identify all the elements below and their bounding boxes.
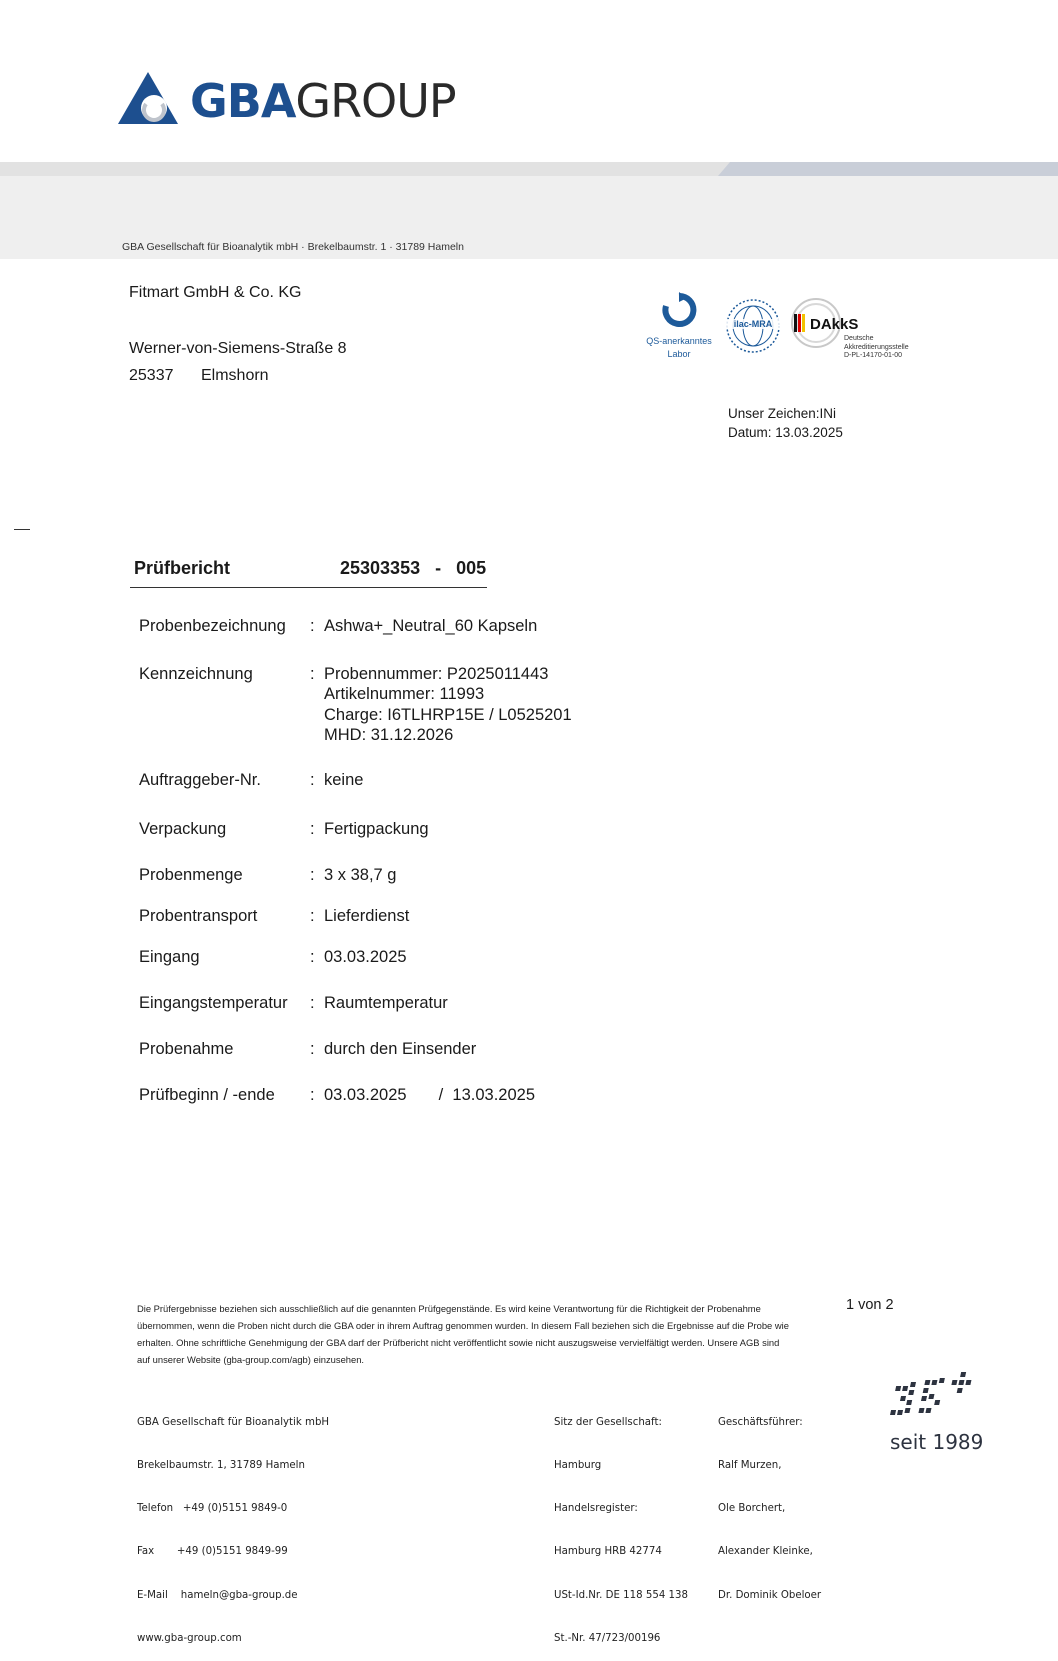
field-label: Verpackung <box>139 820 227 838</box>
field-colon: : <box>310 1086 315 1104</box>
qs-label-2: Labor <box>667 349 691 359</box>
field-value: keine <box>324 771 364 789</box>
dakks-sub-3: D-PL-14170-01-00 <box>844 352 902 359</box>
footer-line: Hamburg <box>554 1460 602 1472</box>
qs-recycle-icon <box>661 292 697 328</box>
dakks-sub-1: Deutsche <box>844 335 874 342</box>
anniversary-badge <box>886 1368 986 1456</box>
field-value: Artikelnummer: 11993 <box>324 685 485 703</box>
recipient-zip: 25337 <box>129 367 174 384</box>
footer-line: Alexander Kleinke, <box>718 1546 813 1558</box>
field-label: Probenahme <box>139 1040 234 1058</box>
fold-mark <box>14 529 30 530</box>
field-colon: : <box>310 994 315 1012</box>
gba-logo-icon <box>116 70 180 126</box>
field-label: Probenbezeichnung <box>139 617 286 635</box>
disclaimer-line: auf unserer Website (gba-group.com/agb) einzusehen. <box>137 1354 365 1365</box>
field-value: Fertigpackung <box>324 820 429 838</box>
footer-line: St.-Nr. 47/723/00196 <box>554 1632 661 1644</box>
thirty-five-plus-icon <box>886 1368 986 1428</box>
footer-line: Ralf Murzen, <box>718 1460 782 1472</box>
field-value: Raumtemperatur <box>324 994 448 1012</box>
field-colon: : <box>310 866 315 884</box>
field-colon: : <box>310 907 315 925</box>
footer-registry <box>554 1387 688 1661</box>
footer-line: Hamburg HRB 42774 <box>554 1546 662 1558</box>
field-label: Prüfbeginn / -ende <box>139 1086 275 1104</box>
dakks-sub-2: Akkreditierungsstelle <box>844 343 909 351</box>
field-colon: : <box>310 617 315 635</box>
field-value: Charge: I6TLHRP15E / L0525201 <box>324 706 572 724</box>
footer-line: Sitz der Gesellschaft: <box>554 1416 662 1428</box>
disclaimer-line: erhalten. Ohne schriftliche Genehmigung der GBA darf der Prüfbericht nicht veröffentlicht sowie nicht auszugsweise vervielfältigt werden. Unsere AGB sind <box>137 1337 780 1348</box>
field-label: Probentransport <box>139 907 258 925</box>
field-value: Lieferdienst <box>324 907 410 925</box>
field-label: Kennzeichnung <box>139 665 253 683</box>
page-number: 1 von 2 <box>846 1297 894 1313</box>
header-band-accent <box>718 162 1058 176</box>
recipient-street: Werner-von-Siemens-Straße 8 <box>129 340 347 357</box>
title-underline <box>130 587 487 588</box>
footer-line: Geschäftsführer: <box>718 1416 803 1428</box>
field-value: Ashwa+_Neutral_60 Kapseln <box>324 617 538 635</box>
report-title: Prüfbericht <box>134 558 231 578</box>
report-date: Datum: 13.03.2025 <box>728 425 843 440</box>
field-label: Auftraggeber-Nr. <box>139 771 261 789</box>
footer-line: Brekelbaumstr. 1, 31789 Hameln <box>137 1460 305 1472</box>
field-colon: : <box>310 665 315 683</box>
field-value: MHD: 31.12.2026 <box>324 726 454 744</box>
footer-company <box>137 1387 329 1661</box>
disclaimer-line: übernommen, wenn die Proben nicht durch die GBA oder in ihrem Auftrag genommen wurden. In diesem Fall beziehen sich die Ergebnisse auf die Probe wie <box>137 1320 789 1331</box>
qs-seal <box>638 292 720 362</box>
logo-group-text: GROUP <box>295 74 456 128</box>
field-value: 03.03.2025 / 13.03.2025 <box>324 1086 536 1104</box>
field-colon: : <box>310 948 315 966</box>
field-value: Probennummer: P2025011443 <box>324 665 549 683</box>
footer-line: Handelsregister: <box>554 1503 638 1515</box>
our-reference: Unser Zeichen:INi <box>728 406 837 421</box>
sender-line: GBA Gesellschaft für Bioanalytik mbH · Brekelbaumstr. 1 · 31789 Hameln <box>122 241 464 253</box>
footer-line: Dr. Dominik Obeloer <box>718 1589 822 1601</box>
dakks-label: DAkkS <box>810 316 859 333</box>
footer-line: www.gba-group.com <box>137 1632 242 1644</box>
footer-line: E-Mail hameln@gba-group.de <box>137 1589 298 1601</box>
disclaimer <box>137 1300 817 1368</box>
qs-label-1: QS-anerkanntes <box>646 336 712 346</box>
ilac-label: ilac-MRA <box>725 319 781 329</box>
footer-line: Telefon +49 (0)5151 9849-0 <box>137 1503 288 1515</box>
dakks-seal <box>790 297 930 363</box>
report-number: 25303353 - 005 <box>340 558 487 578</box>
field-colon: : <box>310 820 315 838</box>
field-label: Eingang <box>139 948 200 966</box>
field-value: 03.03.2025 <box>324 948 407 966</box>
field-colon: : <box>310 1040 315 1058</box>
recipient-city: Elmshorn <box>201 367 269 384</box>
ilac-seal <box>725 298 781 354</box>
field-label: Eingangstemperatur <box>139 994 288 1012</box>
footer-line: GBA Gesellschaft für Bioanalytik mbH <box>137 1416 330 1428</box>
disclaimer-line: Die Prüfergebnisse beziehen sich ausschließlich auf die genannten Prüfgegenstände. Es wird keine Verantwortung für die Richtigkeit der Probenahme <box>137 1303 761 1314</box>
footer-line: Ole Borchert, <box>718 1503 786 1515</box>
footer-management <box>718 1387 821 1618</box>
footer-line: USt-Id.Nr. DE 118 554 138 <box>554 1589 688 1601</box>
recipient-company: Fitmart GmbH & Co. KG <box>129 284 302 301</box>
anniversary-text: seit 1989 <box>890 1430 984 1454</box>
footer-line: Fax +49 (0)5151 9849-99 <box>137 1546 288 1558</box>
logo-gba-text: GBA <box>190 74 296 128</box>
field-value: durch den Einsender <box>324 1040 477 1058</box>
field-label: Probenmenge <box>139 866 243 884</box>
field-value: 3 x 38,7 g <box>324 866 397 884</box>
company-logo <box>116 68 496 126</box>
field-colon: : <box>310 771 315 789</box>
